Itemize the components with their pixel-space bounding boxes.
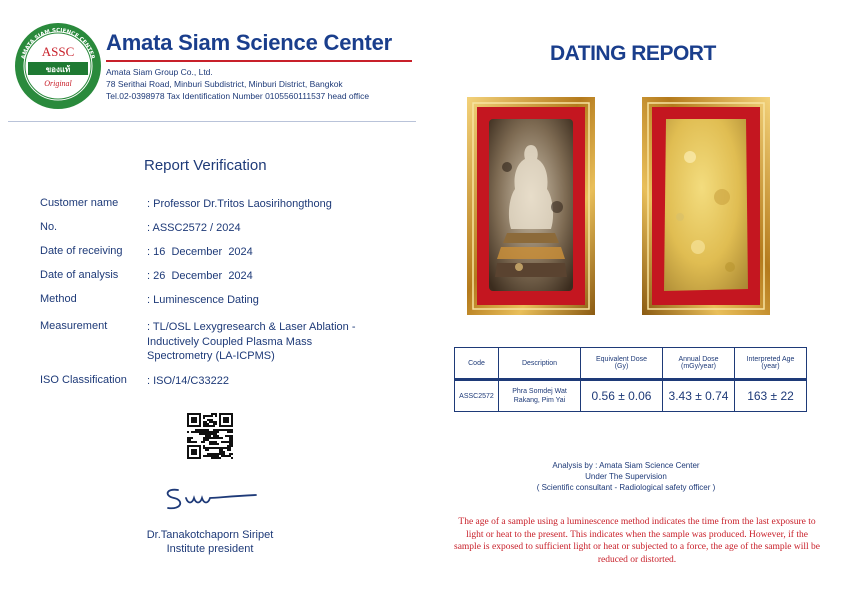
analysis-by: Analysis by : Amata Siam Science Center xyxy=(552,461,700,470)
report-title: DATING REPORT xyxy=(550,42,716,65)
measurement-label: Measurement xyxy=(40,320,108,332)
header-annual-dose: Annual Dose (mGy/year) xyxy=(663,348,735,380)
report-no-value: : ASSC2572 / 2024 xyxy=(147,222,241,234)
disclaimer-text: The age of a sample using a luminescence method indicates the time from the last exposure to light or heat to the present. This indicates when the sample was produced. However, if the sample is exposed to sufficient light or heat or subjected to a force, the age of the sample will be reduced or distorted. xyxy=(454,517,820,565)
org-title: Amata Siam Science Center xyxy=(106,30,393,55)
header-equivalent-dose: Equivalent Dose (Gy) xyxy=(581,348,663,380)
amulet-back-photo[interactable] xyxy=(642,97,770,315)
iso-value: : ISO/14/C33222 xyxy=(147,375,229,387)
table-row xyxy=(455,380,807,412)
qr-code-icon[interactable] xyxy=(185,411,235,461)
cell-interpreted-age: 163 ± 22 xyxy=(735,380,807,412)
receiving-date-value: : 16 December 2024 xyxy=(147,246,253,258)
cell-code: ASSC2572 xyxy=(455,380,499,412)
measurement-value: : TL/OSL Lexygresearch & Laser Ablation - Inductively Coupled Plasma Mass Spectrometry (LA-ICPMS) xyxy=(147,321,356,362)
analysis-date-value: : 26 December 2024 xyxy=(147,270,253,282)
header-description: Description xyxy=(499,348,581,380)
dating-results-table xyxy=(454,347,807,412)
receiving-date-label: Date of receiving xyxy=(40,245,123,257)
header-interpreted-age: Interpreted Age (year) xyxy=(735,348,807,380)
assc-seal-logo xyxy=(14,22,102,110)
verification-title: Report Verification xyxy=(144,157,267,174)
signatory-block xyxy=(100,528,320,556)
header-code: Code xyxy=(455,348,499,380)
amulet-front-photo[interactable] xyxy=(467,97,595,315)
analysis-date-label: Date of analysis xyxy=(40,269,119,281)
header-divider xyxy=(8,121,416,122)
iso-label: ISO Classification xyxy=(40,374,127,386)
seal-ring-text: AMATA SIAM SCIENCE CENTER xyxy=(20,27,96,60)
company-name: Amata Siam Group Co., Ltd. xyxy=(106,67,213,77)
seal-abbr: ASSC xyxy=(41,44,75,59)
analysis-supervision: Under The Supervision xyxy=(585,472,667,481)
customer-label: Customer name xyxy=(40,197,119,209)
method-label: Method xyxy=(40,293,77,305)
signature-mark xyxy=(160,484,260,514)
seal-thai-word: ของแท้ xyxy=(45,65,71,74)
signatory-name: Dr.Tanakotchaporn Siripet xyxy=(146,529,274,541)
header-red-rule xyxy=(106,60,412,62)
seal-script-word: Original xyxy=(44,79,72,88)
analysis-block xyxy=(500,460,752,493)
cell-equivalent-dose: 0.56 ± 0.06 xyxy=(581,380,663,412)
method-value: : Luminescence Dating xyxy=(147,294,259,306)
report-no-label: No. xyxy=(40,221,58,233)
signatory-title: Institute president xyxy=(166,543,254,555)
company-address: 78 Serithai Road, Minburi Subdistrict, Minburi District, Bangkok xyxy=(106,79,343,89)
customer-value: : Professor Dr.Tritos Laosirihongthong xyxy=(147,198,332,210)
cell-description: Phra Somdej Wat Rakang, Pim Yai xyxy=(499,380,581,412)
table-header-row xyxy=(455,348,807,380)
analysis-consultant: ( Scientific consultant - Radiological safety officer ) xyxy=(536,483,716,492)
company-contact: Tel.02-0398978 Tax Identification Number 0105560111537 head office xyxy=(106,91,370,101)
cell-annual-dose: 3.43 ± 0.74 xyxy=(663,380,735,412)
